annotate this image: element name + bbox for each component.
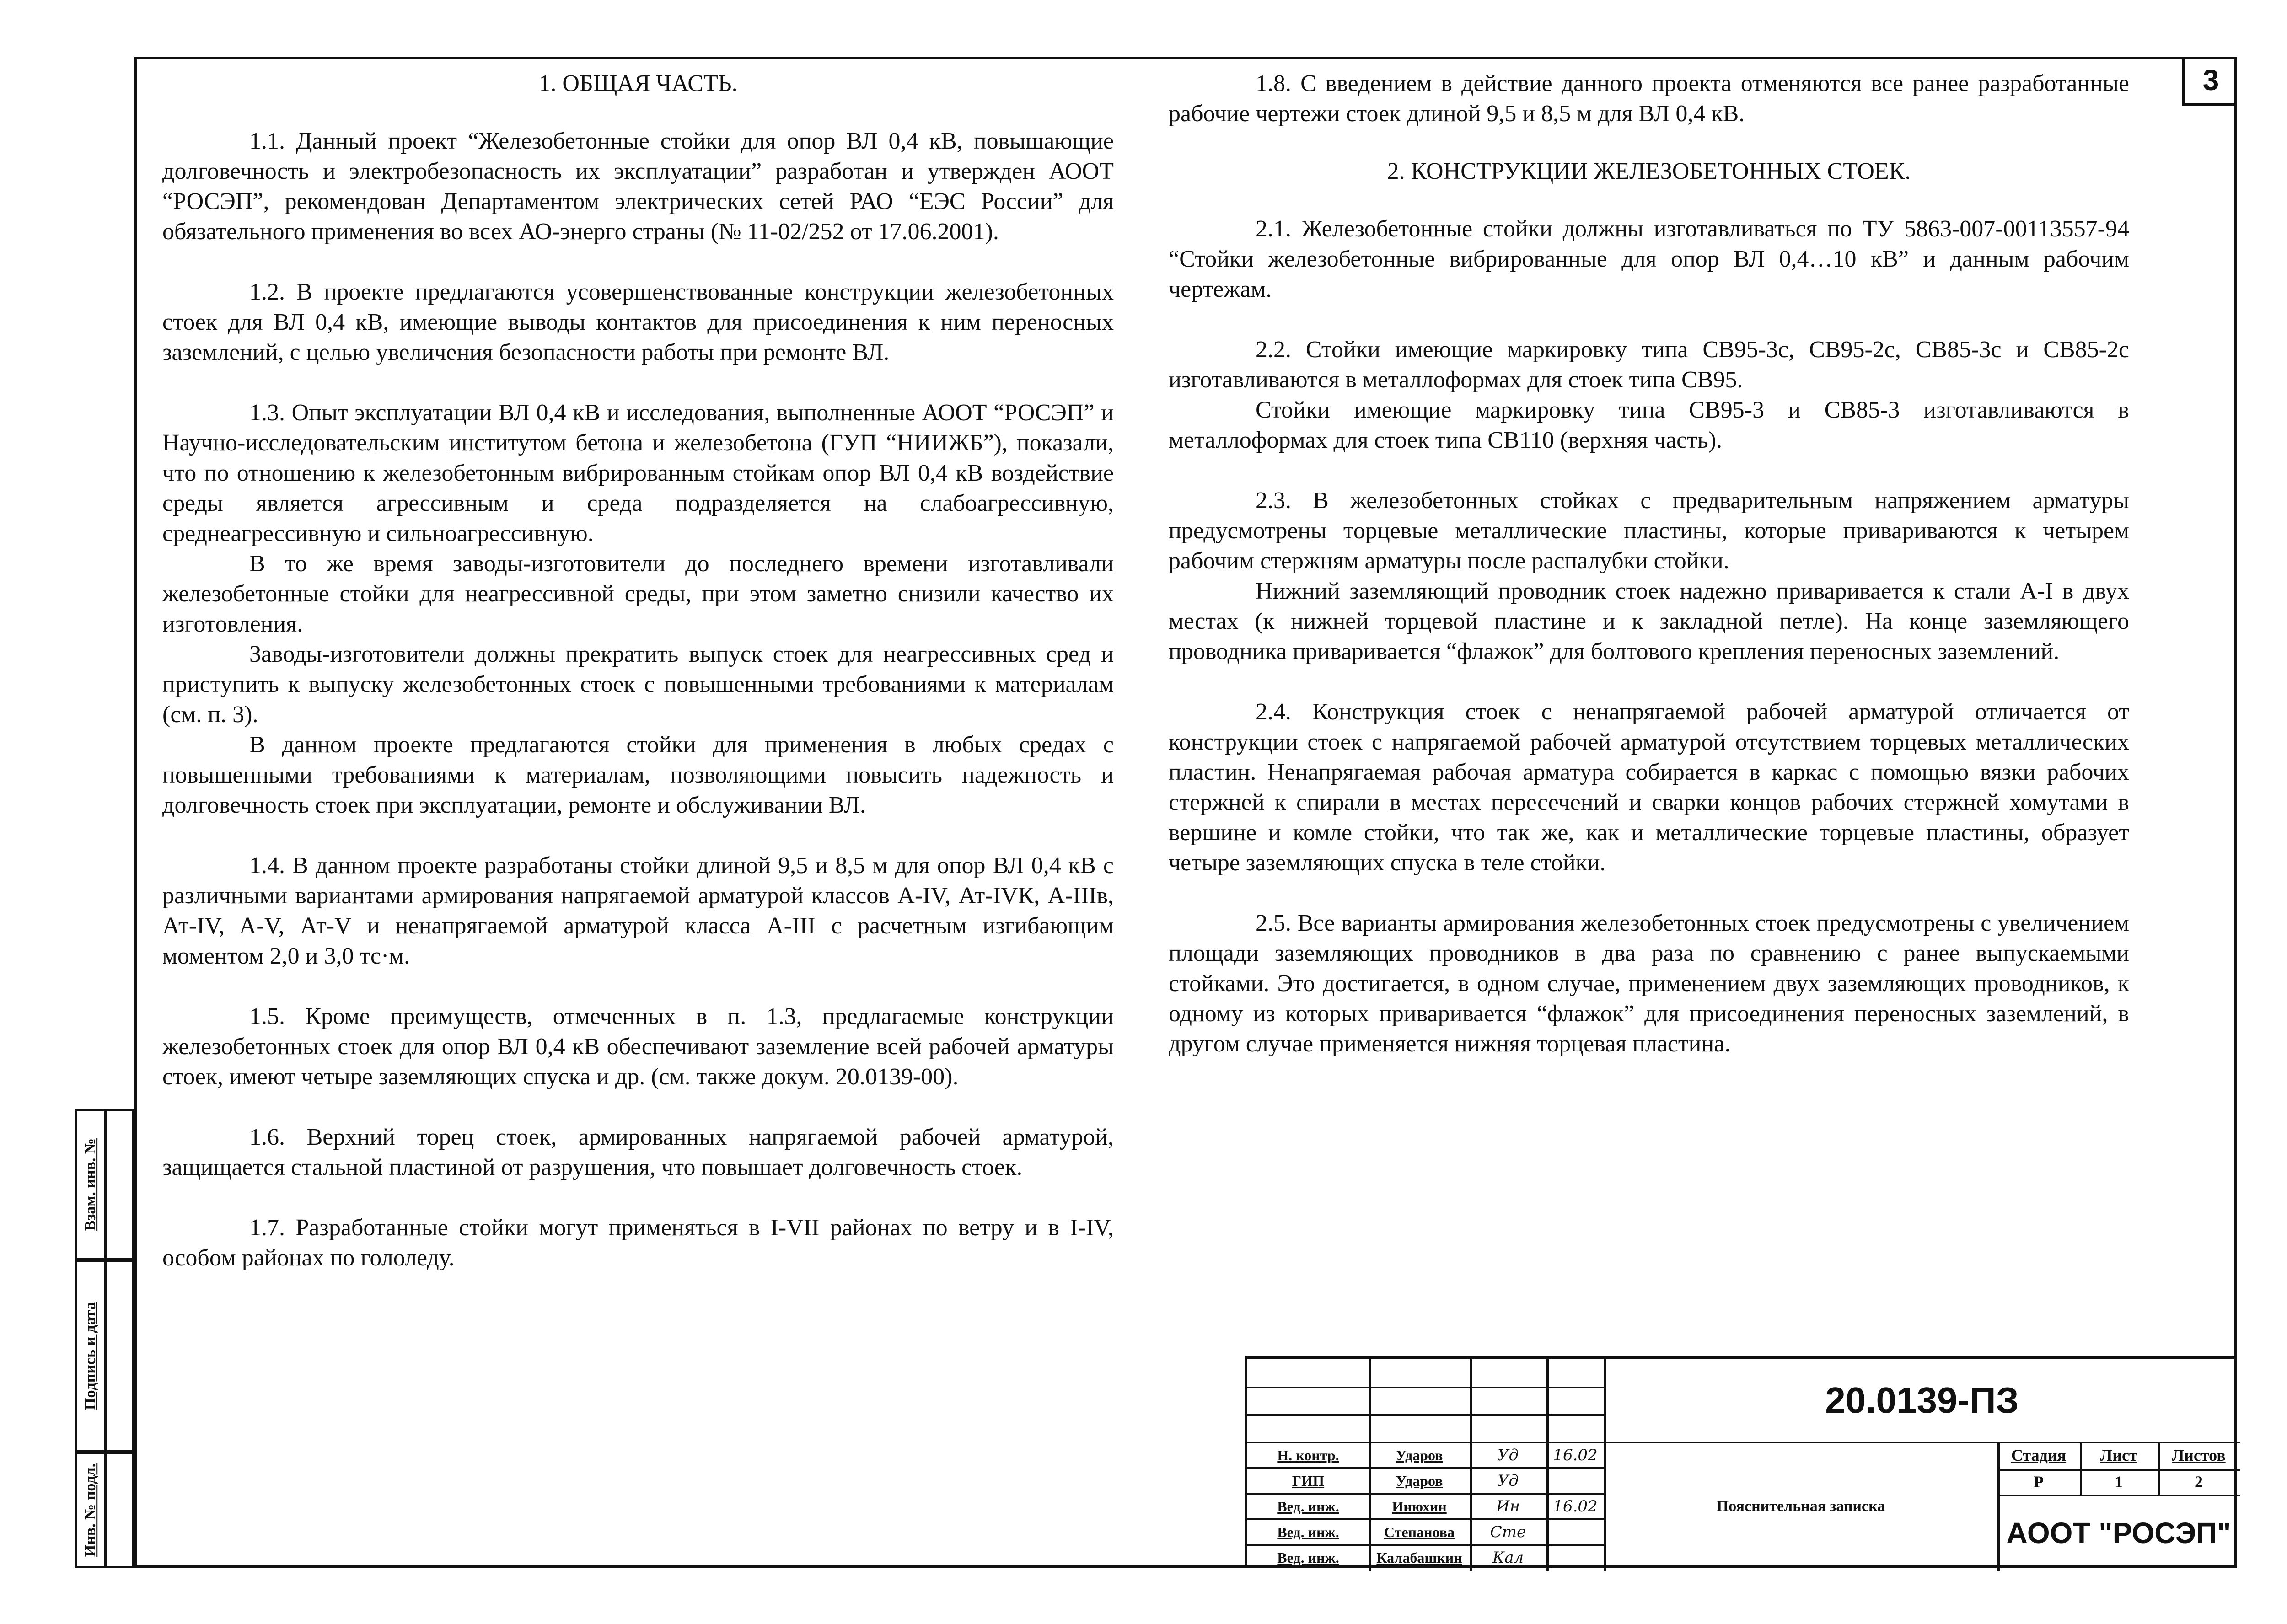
title-block <box>1245 1356 2237 1568</box>
paragraph-1-8: 1.8. С введением в действие данного проекта отменяются все ранее разработанные рабочие чертежи стоек длиной 9,5 и 8,5 м для ВЛ 0,4 кВ. <box>1169 70 2129 127</box>
row-signature: Кал <box>1492 1549 1524 1567</box>
row-signature: Ин <box>1496 1497 1520 1516</box>
row-role: Вед. инж. <box>1277 1549 1339 1566</box>
paragraph-2-3-b: Нижний заземляющий проводник стоек надежно приваривается к стали A-I в двух местах (к нижней торцевой пластине и к закладной петле). На конце заземляющего проводника приваривается “флажок” для болтового крепления переносных заземлений. <box>1169 578 2129 665</box>
sheet-number: 3 <box>2182 57 2237 106</box>
right-column <box>1169 69 2129 1089</box>
left-column <box>162 69 1114 1303</box>
side-label-replacement: Взам. инв. № <box>82 1138 99 1231</box>
sheets-label: Листов <box>2172 1446 2226 1464</box>
row-role: Вед. инж. <box>1277 1523 1339 1540</box>
row-role: Вед. инж. <box>1277 1498 1339 1515</box>
paragraph-2-2-b: Стойки имеющие маркировку типа СВ95-3 и СВ85-3 изготавливаются в металлоформах для стоек типа СВ110 (верхняя часть). <box>1169 397 2129 453</box>
sheets-value: 2 <box>2195 1473 2203 1491</box>
row-role: Н. контр. <box>1277 1447 1339 1463</box>
row-date <box>1546 1468 1604 1494</box>
row-name: Инюхин <box>1392 1498 1447 1515</box>
sheet-value: 1 <box>2115 1473 2123 1491</box>
row-date <box>1546 1545 1604 1570</box>
side-stamp-replacement <box>75 1109 107 1260</box>
sheet-label: Лист <box>2100 1446 2137 1464</box>
row-name: Калабашкин <box>1376 1549 1462 1566</box>
paragraph-1-5: 1.5. Кроме преимуществ, отмеченных в п. 1.3, предлагаемые конструкции железобетонных стоек для опор ВЛ 0,4 кВ обеспечивают заземление всей рабочей арматуры стоек, имеют четыре заземляющих спуска и др. (см. также докум. 20.0139-00). <box>162 1003 1114 1090</box>
signatory-row <box>1247 1545 1604 1570</box>
row-date: 16.02 <box>1553 1446 1598 1464</box>
side-label-inventory: Инв. № подл. <box>82 1463 99 1557</box>
row-name: Ударов <box>1396 1472 1443 1489</box>
side-stamp-inventory-cell <box>107 1452 134 1568</box>
paragraph-1-4: 1.4. В данном проекте разработаны стойки длиной 9,5 и 8,5 м для опор ВЛ 0,4 кВ с различными вариантами армирования напрягаемой арматурой классов A-IV, Ат-IVК, А-IIIв, Ат-IV, A-V, Ат-V и ненапрягаемой арматурой класса А-III с расчетным изгибающим моментом 2,0 и 3,0 тс·м. <box>162 852 1114 969</box>
row-signature: Уд <box>1497 1446 1519 1464</box>
section-1-heading: 1. ОБЩАЯ ЧАСТЬ. <box>538 70 738 96</box>
paragraph-1-7: 1.7. Разработанные стойки могут применяться в I-VII районах по ветру и в I-IV, особом районах по гололеду. <box>162 1215 1114 1271</box>
row-date: 16.02 <box>1553 1497 1598 1516</box>
paragraph-2-1: 2.1. Железобетонные стойки должны изготавливаться по ТУ 5863-007-00113557-94 “Стойки железобетонные вибрированные для опор ВЛ 0,4…10 кВ” и данным рабочим чертежам. <box>1169 216 2129 302</box>
section-2-heading: 2. КОНСТРУКЦИИ ЖЕЛЕЗОБЕТОННЫХ СТОЕК. <box>1387 158 1911 184</box>
paragraph-1-3: 1.3. Опыт эксплуатации ВЛ 0,4 кВ и исследования, выполненные АООТ “РОСЭП” и Научно-исследовательским институтом бетона и железобетона (ГУП “НИИЖБ”), показали, что по отношению к железобетонным вибрированным стойкам опор ВЛ 0,4 кВ воздействие среды является агрессивным и среда подразделяется на слабоагрессивную, среднеагрессивную и сильноагрессивную. <box>162 400 1114 547</box>
signatory-row <box>1247 1468 1604 1494</box>
paragraph-1-6: 1.6. Верхний торец стоек, армированных напрягаемой рабочей арматурой, защищается стальной пластиной от разрушения, что повышает долговечность стоек. <box>162 1124 1114 1180</box>
document-code: 20.0139-ПЗ <box>1825 1380 2019 1420</box>
paragraph-2-4: 2.4. Конструкция стоек с ненапрягаемой рабочей арматурой отличается от конструкции стоек с напрягаемой рабочей арматурой отсутствием торцевых металлических пластин. Ненапрягаемая рабочая арматура собирается в каркас с помощью вязки рабочих стержней к спирали в местах пересечений и сварки концов рабочих стержней хомутами в вершине и комле стойки, что так же, как и металлические торцевые пластины, образует четыре заземляющих спуска в теле стойки. <box>1169 699 2129 876</box>
side-label-signature: Подпись и дата <box>82 1302 99 1410</box>
paragraph-1-1: 1.1. Данный проект “Железобетонные стойки для опор ВЛ 0,4 кВ, повышающие долговечность и электробезопасность их эксплуатации” разработан и утвержден АООТ “РОСЭП”, рекомендован Департаментом электрических сетей РАО “ЕЭС России” для обязательного применения во всех АО-энерго страны (№ 11-02/252 от 17.06.2001). <box>162 128 1114 245</box>
stage-label: Стадия <box>2011 1446 2067 1464</box>
side-stamp-inventory <box>75 1452 107 1568</box>
row-signature: Сте <box>1490 1523 1526 1541</box>
paragraph-1-3-c: Заводы-изготовители должны прекратить выпуск стоек для неагрессивных сред и приступить к выпуску железобетонных стоек с повышенными требованиями к материалам (см. п. 3). <box>162 641 1114 728</box>
paragraph-1-3-d: В данном проекте предлагаются стойки для применения в любых средах с повышенными требованиями к материалам, позволяющими повысить надежность и долговечность стоек при эксплуатации, ремонте и обслуживании ВЛ. <box>162 732 1114 818</box>
side-stamp-signature-cell <box>107 1260 134 1452</box>
signatory-row <box>1247 1519 1604 1545</box>
document-description: Пояснительная записка <box>1716 1497 1885 1515</box>
row-name: Степанова <box>1384 1523 1455 1540</box>
stage-value: Р <box>2034 1473 2044 1491</box>
row-date <box>1546 1519 1604 1545</box>
row-signature: Уд <box>1497 1472 1519 1490</box>
paragraph-2-2: 2.2. Стойки имеющие маркировку типа СВ95-3с, СВ95-2с, СВ85-3с и СВ85-2с изготавливаются в металлоформах для стоек типа СВ95. <box>1169 337 2129 393</box>
signatory-row <box>1247 1442 1604 1468</box>
signatory-row <box>1247 1494 1604 1519</box>
paragraph-2-5: 2.5. Все варианты армирования железобетонных стоек предусмотрены с увеличением площади заземляющих проводников в два раза по сравнению с ранее выпускаемыми стойками. Это достигается, в одном случае, применением двух заземляющих проводников, к одному из которых приваривается “флажок” для присоединения переносных заземлений, в другом случае применяется нижняя торцевая пластина. <box>1169 910 2129 1057</box>
organization-name: АООТ "РОСЭП" <box>2006 1516 2231 1549</box>
paragraph-1-2: 1.2. В проекте предлагаются усовершенствованные конструкции железобетонных стоек для ВЛ 0,4 кВ, имеющие выводы контактов для присоединения к ним переносных заземлений, с целью увеличения безопасности работы при ремонте ВЛ. <box>162 279 1114 365</box>
side-stamp-replacement-cell <box>107 1109 134 1260</box>
row-name: Ударов <box>1396 1447 1443 1463</box>
paragraph-1-3-b: В то же время заводы-изготовители до последнего времени изготавливали железобетонные стойки для неагрессивной среды, при этом заметно снизили качество их изготовления. <box>162 551 1114 637</box>
side-stamp-signature <box>75 1260 107 1452</box>
paragraph-2-3: 2.3. В железобетонных стойках с предварительным напряжением арматуры предусмотрены торцевые металлические пластины, которые привариваются к четырем рабочим стержням арматуры после распалубки стойки. <box>1169 488 2129 574</box>
row-role: ГИП <box>1292 1472 1325 1489</box>
